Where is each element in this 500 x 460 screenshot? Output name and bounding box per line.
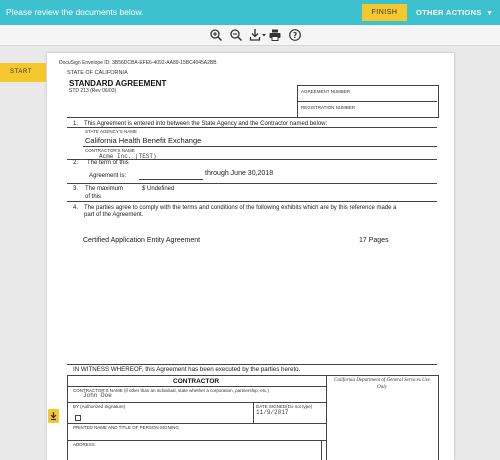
exhibit-name: Certified Application Entity Agreement [83,237,201,244]
contractor-name-label: CONTRACTOR'S NAME (if other than an individual, state whether a corporation, partnership, etc.) [73,388,269,393]
start-button[interactable] [0,63,46,82]
address-label: ADDRESS [73,442,95,447]
document-toolbar [0,25,500,46]
signature-checkbox[interactable] [75,415,81,421]
contractor-label: CONTRACTOR'S NAME [85,148,135,153]
item4-line1: The parties agree to comply with the terms and conditions of the following exhibits which are by this reference made a [84,205,397,211]
other-actions-menu[interactable] [416,8,493,17]
date-signed-value: 11/9/2017 [256,409,289,416]
by-signature-label: BY (Authorized Signature) [73,404,126,409]
zoom-in-icon[interactable] [209,28,223,42]
other-actions-label: OTHER ACTIONS [416,8,482,17]
state-label: STATE OF CALIFORNIA [67,70,128,76]
zoom-out-icon[interactable] [229,28,243,42]
date-signed-label: DATE SIGNED(Do not type) [256,404,313,409]
divider [83,146,437,147]
item2-number: 2. [73,160,79,166]
divider [297,101,437,102]
sign-here-tag[interactable] [48,409,59,423]
printed-name-label: PRINTED NAME AND TITLE OF PERSON SIGNING [73,425,179,430]
dgs-use-only: California Department of General Services Use Only [334,378,430,390]
contractor-header: CONTRACTOR [173,378,220,385]
contractor-value: Acme Inc. (TEST) [99,153,157,160]
caret-down-icon: ▼ [486,10,494,17]
download-icon[interactable] [249,28,267,42]
item4-number: 4. [73,205,79,211]
divider [67,402,326,403]
item1-text: This Agreement is entered into between the State Agency and the Contractor named below: [84,121,328,127]
divider [67,423,326,424]
exhibit-pages: 17 Pages [359,237,389,244]
item4-line2: part of the Agreement. [84,212,144,218]
term-through: through June 30,2018 [205,170,274,177]
column-divider [326,375,327,460]
start-label: START [10,69,33,75]
item3-line2: of this [85,194,102,200]
registration-number-label: REGISTRATION NUMBER [301,105,356,110]
divider [67,364,437,365]
item1-number: 1. [73,121,79,127]
term-start-line [139,179,203,180]
max-amount: $ Undefined [142,186,175,192]
column-divider [321,440,322,460]
contractor-name-value: John Doe [83,392,112,399]
item2-text: The term of this [87,160,129,166]
finish-button[interactable]: FINISH [362,4,407,21]
top-action-bar [0,0,500,25]
divider [67,117,437,118]
state-agency-value: California Health Benefit Exchange [85,136,202,145]
item3-number: 3. [73,186,79,192]
column-divider [253,402,254,423]
agreement-number-label: AGREEMENT NUMBER [301,89,351,94]
item3-line1: The maximum [85,186,124,192]
witness-text: IN WITNESS WHEREOF, this Agreement has been executed by the parties hereto. [73,366,301,373]
envelope-id: DocuSign Envelope ID: 3B56DCBA-EFE6-4092-AA89-15BC4045A2BB [59,60,217,66]
divider [67,386,326,387]
help-icon[interactable] [288,28,302,42]
print-icon[interactable] [268,28,282,42]
state-agency-label: STATE AGENCY'S NAME [85,129,137,134]
arrow-down-icon [48,409,59,423]
form-number: STD 213 (Rev 06/03) [69,88,117,94]
divider [67,127,437,128]
divider [67,201,437,202]
agreement-is-label: Agreement is: [89,173,127,179]
divider [67,440,326,441]
document-page [47,53,454,460]
review-message: Please review the documents below. [6,7,144,17]
document-title: STANDARD AGREEMENT [69,79,167,88]
svg-text:?: ? [292,30,298,40]
divider [67,183,437,184]
